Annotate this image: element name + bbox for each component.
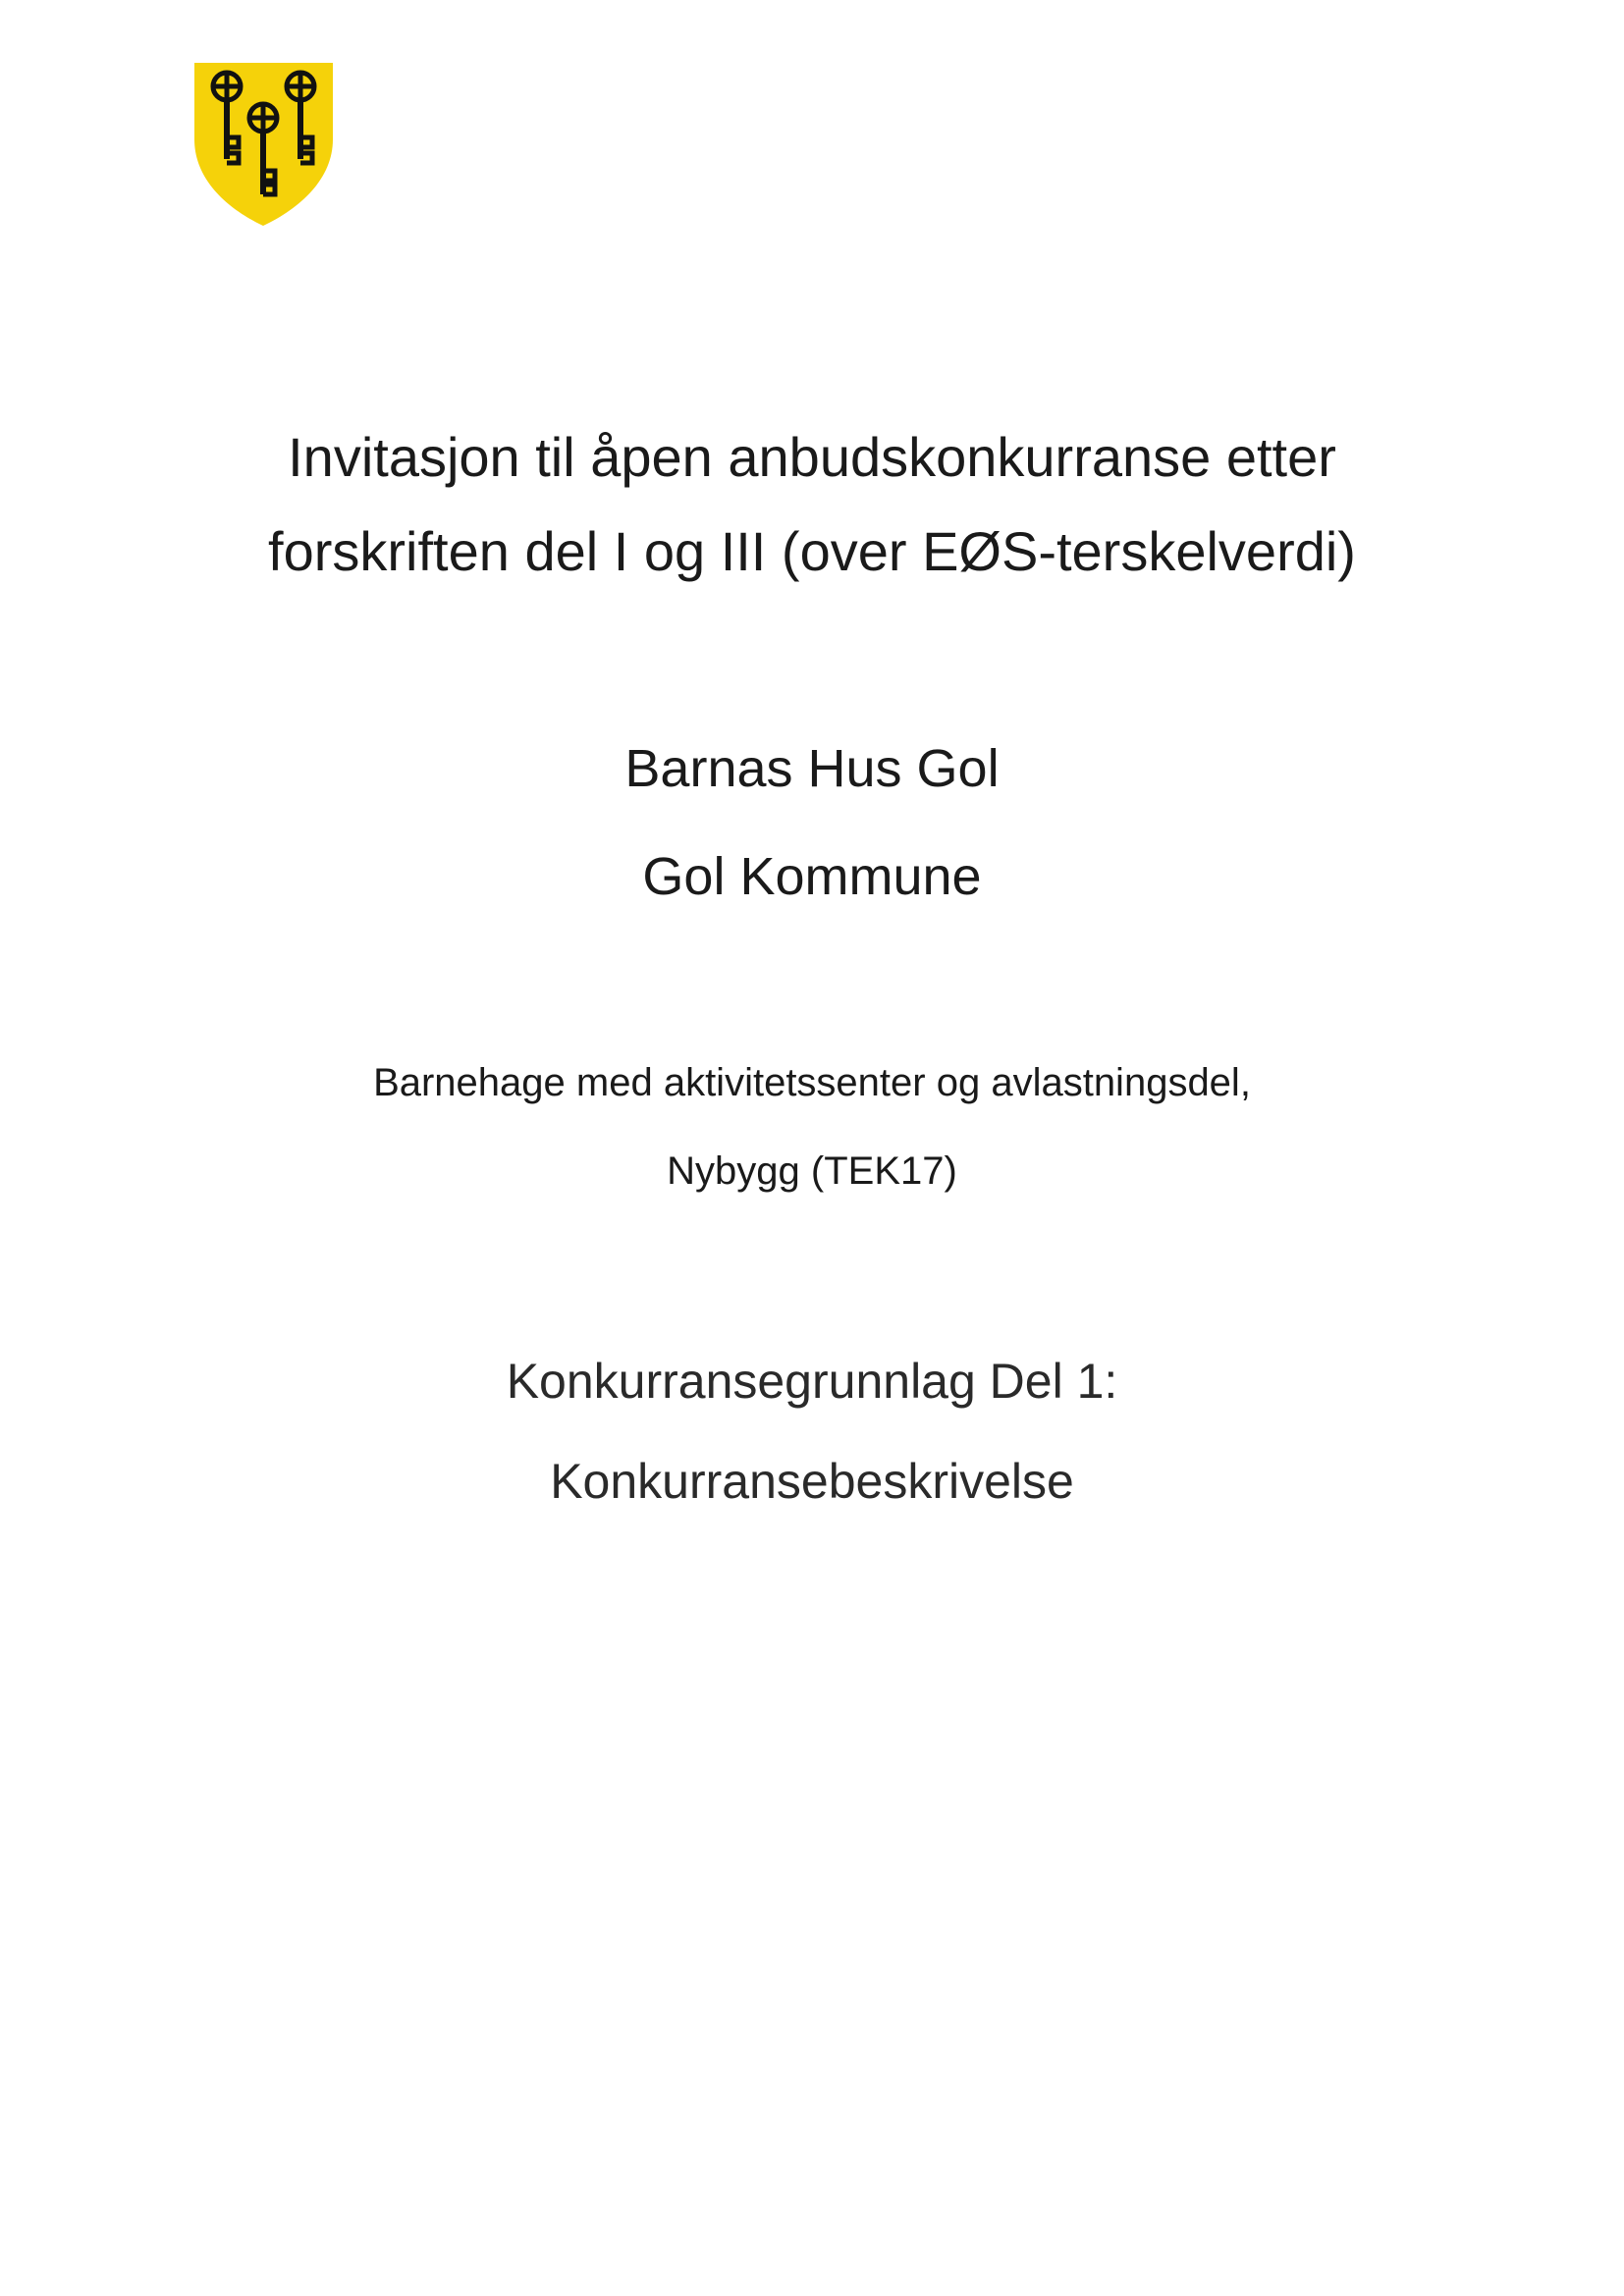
title-line-2: forskriften del I og III (over EØS-terskelverdi) — [268, 520, 1356, 582]
title-line-1: Invitasjon til åpen anbudskonkurranse etter — [288, 426, 1336, 488]
document-title — [0, 410, 1624, 599]
project-heading — [0, 715, 1624, 931]
project-name: Barnas Hus Gol — [624, 739, 1000, 798]
project-description — [0, 1039, 1624, 1215]
subtitle-line-1: Konkurransegrunnlag Del 1: — [506, 1354, 1118, 1409]
municipality-name: Gol Kommune — [642, 847, 982, 906]
description-line-1: Barnehage med aktivitetssenter og avlastningsdel, — [373, 1061, 1251, 1104]
subtitle-line-2: Konkurransebeskrivelse — [550, 1454, 1074, 1509]
coat-of-arms-three-keys-icon — [192, 61, 335, 228]
document-subtitle — [0, 1331, 1624, 1531]
description-line-2: Nybygg (TEK17) — [667, 1149, 957, 1193]
